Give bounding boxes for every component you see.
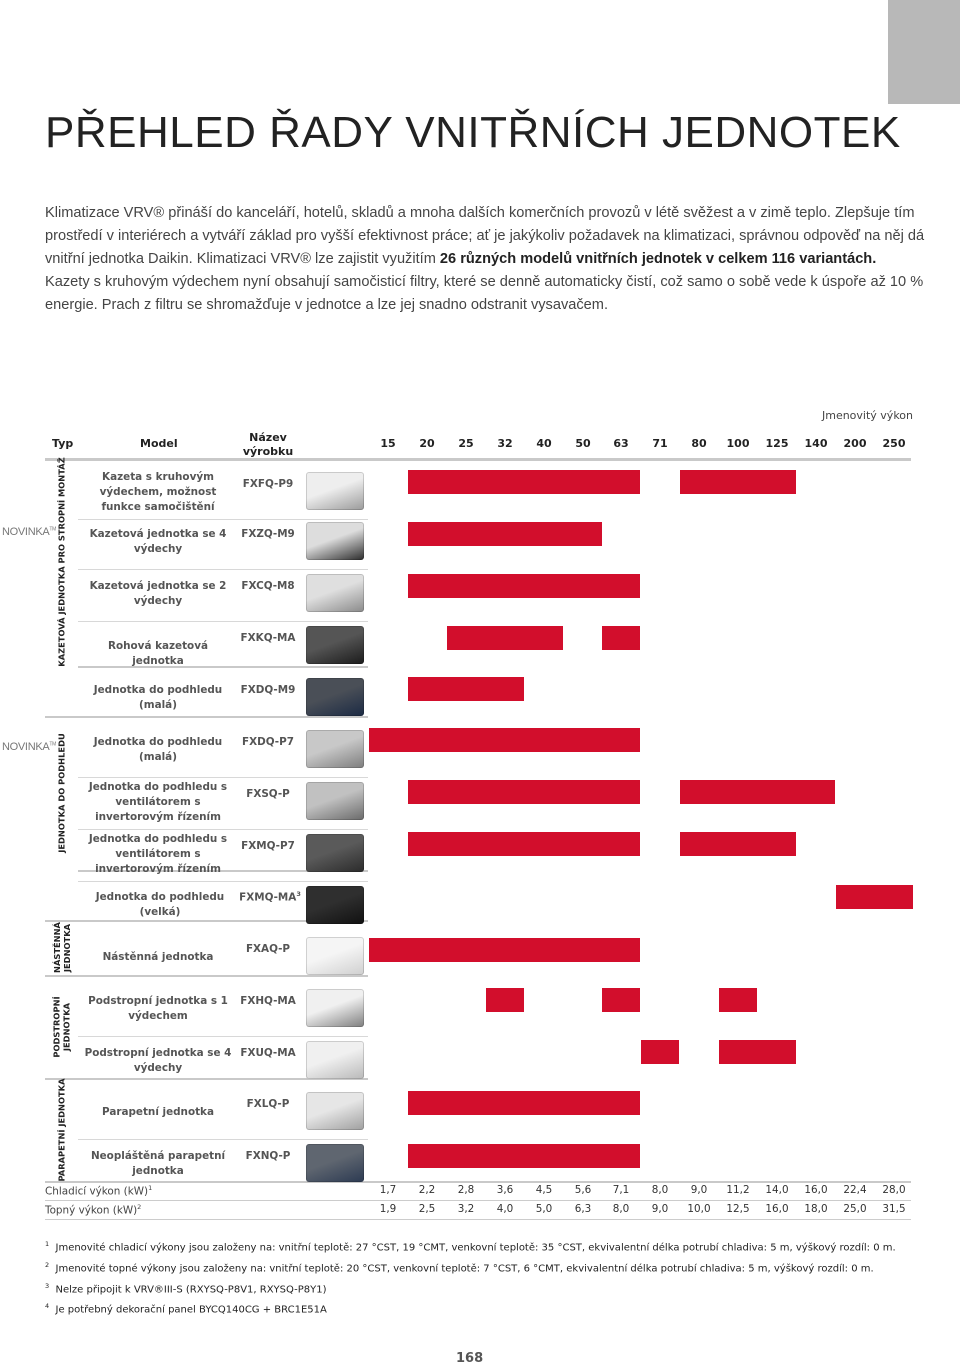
row-divider (78, 621, 368, 622)
group-cassette: KAZETOVÁ JEDNOTKA PRO STROPNÍ MONTÁŽ (57, 457, 67, 667)
header-nazev: Název výrobku (242, 431, 294, 458)
capacity-header: 200 (843, 437, 867, 450)
product-description: Kazetová jednotka se 4 výdechy (89, 528, 227, 555)
unit-image (306, 678, 364, 716)
cooling-value: 22,4 (843, 1184, 867, 1196)
model-code: FXZQ-M9 (241, 528, 295, 540)
capacity-header: 32 (497, 437, 513, 450)
capacity-header: 25 (458, 437, 474, 450)
model-code: FXSQ-P (246, 788, 290, 800)
capacity-header: 140 (804, 437, 828, 450)
heating-value: 9,0 (651, 1203, 669, 1215)
heating-value: 1,9 (379, 1203, 397, 1215)
capacity-header: 125 (765, 437, 789, 450)
capacity-bar (408, 574, 640, 598)
capacity-bar (680, 832, 796, 856)
capacity-bar (369, 728, 640, 752)
model-code: FXHQ-MA (240, 995, 296, 1007)
row-divider (78, 1139, 368, 1140)
unit-image (306, 834, 364, 872)
group-ducted: JEDNOTKA DO PODHLEDU (57, 733, 68, 853)
model-code: FXLQ-P (246, 1098, 290, 1110)
footnote-ref: 3 (296, 890, 301, 898)
heating-value: 4,0 (496, 1203, 514, 1215)
heating-value: 10,0 (687, 1203, 711, 1215)
intro-paragraph-2: Kazety s kruhovým výdechem nyní obsahují samočisticí filtry, které se denně automaticky čistí, což samo o sobě vede k úspoře až 10 % energie. Prach z filtru se shromažďuje v jednotce a lze jej snadno odstranit vysavačem. (45, 274, 924, 313)
row-divider (78, 881, 368, 882)
capacity-header: 20 (419, 437, 435, 450)
model-name (236, 788, 300, 800)
cooling-value: 4,5 (535, 1184, 553, 1196)
cooling-value: 14,0 (765, 1184, 789, 1196)
cooling-label: Chladicí výkon (kW)$^1$ (45, 1184, 153, 1198)
model-name (236, 736, 300, 748)
model-code: FXNQ-P (245, 1150, 291, 1162)
header-divider (45, 458, 911, 461)
capacity-bar (486, 988, 524, 1012)
page-title: PŘEHLED ŘADY VNITŘNÍCH JEDNOTEK (45, 108, 901, 157)
unit-image (306, 1144, 364, 1182)
cooling-value: 16,0 (804, 1184, 828, 1196)
row-divider (78, 1036, 368, 1037)
nominal-capacity-label: Jmenovitý výkon (821, 409, 913, 422)
heating-value: 3,2 (457, 1203, 475, 1215)
cooling-value: 2,2 (418, 1184, 436, 1196)
model-name (236, 943, 300, 955)
footnotes (45, 1236, 925, 1319)
heating-value: 25,0 (843, 1203, 867, 1215)
row-divider (78, 829, 368, 830)
capacity-bar (408, 832, 640, 856)
intro-paragraph-1: Klimatizace VRV® přináší do kanceláří, hotelů, skladů a mnoha dalších komerčních provozů v létě svěžest a v zimě teplo. Zlepšuje tím prostředí v interiérech a vytváří základ pro vyšší efektivnost práce; ať je jakýkoliv požadavek na klimatizaci, správnou odpověď na něj dá vnitřní jednotka Daikin. Klimatizaci VRV® lze zajistit využitím 26 různých modelů vnitřních jednotek v celkem 116 variantách. (45, 205, 925, 267)
model-name (236, 840, 300, 852)
footnote-3: $^3$ Nelze připojit k VRV®III-S (RXYSQ-P8V1, RXYSQ-P8Y1) (45, 1281, 327, 1295)
product-description: Kazeta s kruhovým výdechem, možnost funkce samočištění (99, 470, 217, 513)
unit-image (306, 886, 364, 924)
heating-value: 16,0 (765, 1203, 789, 1215)
capacity-bar (680, 780, 835, 804)
capacity-header: 15 (380, 437, 396, 450)
capacity-bar (408, 522, 602, 546)
capacity-bar (641, 1040, 679, 1064)
capacity-bar (602, 988, 640, 1012)
product-description: Podstropní jednotka se 4 výdechy (84, 1047, 232, 1074)
capacity-bar (408, 780, 640, 804)
intro-text (45, 202, 925, 317)
capacity-header: 50 (575, 437, 591, 450)
model-name (236, 995, 300, 1007)
cooling-value: 8,0 (651, 1184, 669, 1196)
heating-value: 2,5 (418, 1203, 436, 1215)
capacity-bar (408, 1144, 640, 1168)
product-description: Parapetní jednotka (102, 1105, 214, 1118)
cooling-value: 1,7 (379, 1184, 397, 1196)
product-description: Jednotka do podhledu s ventilátorem s invertorovým řízením (88, 832, 228, 875)
capacity-bar (408, 1091, 640, 1115)
model-name (236, 1150, 300, 1162)
product-description: Podstropní jednotka s 1 výdechem (88, 995, 228, 1022)
section-divider (45, 975, 368, 977)
model-code: FXDQ-P7 (242, 736, 294, 748)
capacity-header: 71 (652, 437, 668, 450)
heating-label: Topný výkon (kW)$^2$ (45, 1203, 142, 1217)
cooling-value: 3,6 (496, 1184, 514, 1196)
unit-image (306, 626, 364, 664)
group-floor: PARAPETNÍ JEDNOTKA (57, 1078, 67, 1182)
model-name (236, 478, 300, 490)
capacity-bar (408, 470, 640, 494)
cooling-value: 11,2 (726, 1184, 750, 1196)
cooling-value: 28,0 (882, 1184, 906, 1196)
capacity-header: 63 (613, 437, 629, 450)
model-name (236, 580, 300, 592)
cooling-value: 9,0 (690, 1184, 708, 1196)
capacity-bar (719, 988, 757, 1012)
corner-tab (888, 0, 960, 104)
row-divider (45, 1200, 911, 1201)
unit-image (306, 574, 364, 612)
heating-value: 12,5 (726, 1203, 750, 1215)
capacity-header: 100 (726, 437, 750, 450)
product-description: Jednotka do podhledu (malá) (93, 684, 223, 711)
novinka-label: NOVINKA™ (2, 741, 57, 753)
model-name (236, 684, 300, 696)
heating-value: 6,3 (574, 1203, 592, 1215)
model-code: FXAQ-P (245, 943, 291, 955)
unit-image (306, 522, 364, 560)
capacity-header: 80 (691, 437, 707, 450)
capacity-bar (602, 626, 640, 650)
unit-image (306, 1092, 364, 1130)
page-number: 168 (456, 1351, 484, 1366)
unit-image (306, 1041, 364, 1079)
cooling-value: 7,1 (612, 1184, 630, 1196)
model-code: FXMQ-P7 (241, 840, 295, 852)
unit-image (306, 472, 364, 510)
unit-image (306, 989, 364, 1027)
capacity-bar (680, 470, 796, 494)
model-name (238, 890, 302, 903)
heating-value: 31,5 (882, 1203, 906, 1215)
capacity-bar (447, 626, 563, 650)
product-description: Kazetová jednotka se 2 výdechy (89, 580, 227, 607)
capacity-bar (719, 1040, 796, 1064)
footnote-4: $^4$ Je potřebný dekorační panel BYCQ140CG + BRC1E51A (45, 1302, 327, 1316)
model-name (236, 1098, 300, 1110)
model-code: FXCQ-M8 (241, 580, 295, 592)
novinka-label: NOVINKA™ (2, 526, 57, 538)
cooling-value: 2,8 (457, 1184, 475, 1196)
model-code: FXMQ-MA (239, 891, 297, 904)
model-code: FXFQ-P9 (242, 478, 294, 490)
model-code: FXUQ-MA (240, 1047, 296, 1059)
row-divider (78, 569, 368, 570)
product-description: Jednotka do podhledu (velká) (95, 891, 225, 918)
unit-image (306, 782, 364, 820)
product-description: Jednotka do podhledu (malá) (93, 736, 223, 763)
footnote-2: $^2$ Jmenovité topné výkony jsou založeny na: vnitřní teplotě: 20 °CST, venkovní teplotě: 7 °CST, 6 °CMT, ekvivalentní délka potrubí chladiva: 5 m, výškový rozdíl: 0 m. (45, 1260, 874, 1275)
heating-value: 5,0 (535, 1203, 553, 1215)
product-description: Nástěnná jednotka (102, 950, 214, 963)
section-divider (45, 716, 368, 718)
row-divider (78, 777, 368, 778)
capacity-bar (408, 677, 524, 701)
model-name (236, 1047, 300, 1059)
product-description: Rohová kazetová jednotka (108, 639, 208, 667)
capacity-bar (836, 885, 913, 909)
product-description: Neopláštěná parapetní jednotka (90, 1150, 226, 1177)
row-divider (78, 519, 368, 520)
header-typ: Typ (52, 437, 74, 450)
footnote-1: $^1$ Jmenovité chladicí výkony jsou založeny na: vnitřní teplotě: 27 °CST, 19 °CMT, venkovní teplotě: 35 °CST, ekvivalentní délka potrubí chladiva: 5 m, výškový rozdíl: 0 m. (45, 1240, 896, 1254)
product-description: Jednotka do podhledu s ventilátorem s invertorovým řízením (88, 780, 228, 823)
model-code: FXDQ-M9 (240, 684, 296, 696)
unit-image (306, 730, 364, 768)
unit-image (306, 937, 364, 975)
capacity-header: 40 (536, 437, 552, 450)
capacity-header: 250 (882, 437, 906, 450)
model-code: FXKQ-MA (240, 632, 296, 644)
group-ceiling: PODSTROPNÍ JEDNOTKA (52, 996, 72, 1058)
heating-value: 8,0 (612, 1203, 630, 1215)
model-name (236, 632, 300, 644)
group-wall: NÁSTĚNNÁ JEDNOTKA (52, 922, 72, 973)
capacity-bar (369, 938, 640, 962)
heating-value: 18,0 (804, 1203, 828, 1215)
section-divider (45, 1181, 911, 1183)
model-name (236, 528, 300, 540)
cooling-value: 5,6 (574, 1184, 592, 1196)
row-divider (45, 1219, 911, 1220)
header-model: Model (140, 437, 178, 450)
